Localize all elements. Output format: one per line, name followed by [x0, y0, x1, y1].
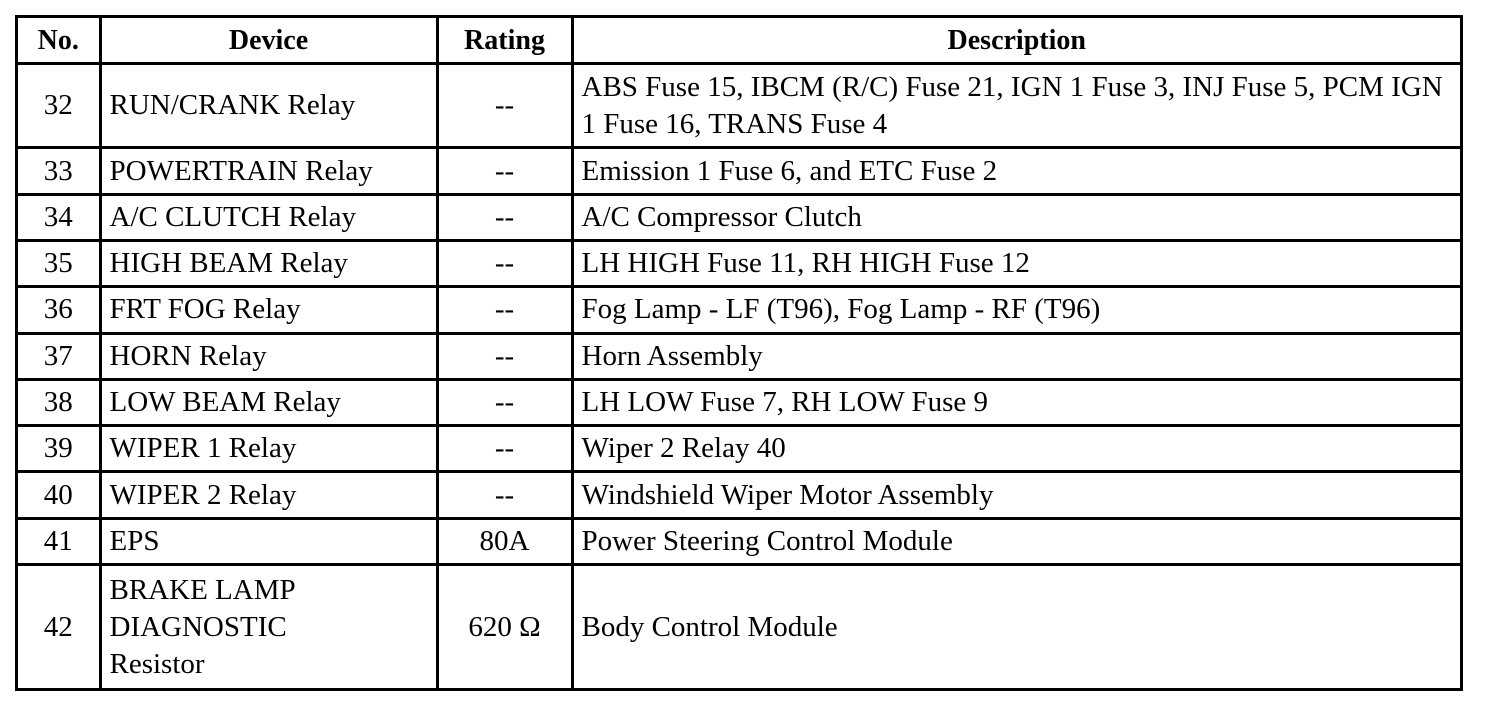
table-row — [18, 287, 1460, 333]
cell-rating: 620 Ω — [437, 565, 572, 688]
cell-description: Body Control Module — [572, 565, 1460, 688]
cell-description: ABS Fuse 15, IBCM (R/C) Fuse 21, IGN 1 Fuse 3, INJ Fuse 5, PCM IGN 1 Fuse 16, TRANS Fuse 4 — [572, 64, 1460, 148]
cell-device: HIGH BEAM Relay — [100, 240, 437, 286]
cell-device: RUN/CRANK Relay — [100, 64, 437, 148]
cell-description: LH LOW Fuse 7, RH LOW Fuse 9 — [572, 379, 1460, 425]
cell-rating: -- — [437, 472, 572, 518]
cell-device: WIPER 1 Relay — [100, 426, 437, 472]
cell-rating: -- — [437, 194, 572, 240]
table-row — [18, 518, 1460, 564]
table-row — [18, 194, 1460, 240]
cell-no: 32 — [18, 64, 100, 148]
header-no: No. — [18, 18, 100, 64]
cell-rating: -- — [437, 64, 572, 148]
cell-description: Emission 1 Fuse 6, and ETC Fuse 2 — [572, 148, 1460, 194]
cell-device: LOW BEAM Relay — [100, 379, 437, 425]
cell-no: 33 — [18, 148, 100, 194]
header-description: Description — [572, 18, 1460, 64]
table-row — [18, 472, 1460, 518]
cell-no: 37 — [18, 333, 100, 379]
table-row — [18, 240, 1460, 286]
table-body — [18, 64, 1460, 689]
cell-rating: -- — [437, 426, 572, 472]
header-rating: Rating — [437, 18, 572, 64]
cell-no: 39 — [18, 426, 100, 472]
cell-description: LH HIGH Fuse 11, RH HIGH Fuse 12 — [572, 240, 1460, 286]
cell-description: Wiper 2 Relay 40 — [572, 426, 1460, 472]
cell-rating: -- — [437, 333, 572, 379]
table-header-row — [18, 18, 1460, 64]
table-row — [18, 333, 1460, 379]
cell-device: BRAKE LAMP DIAGNOSTIC Resistor — [100, 565, 437, 688]
cell-no: 35 — [18, 240, 100, 286]
cell-rating: -- — [437, 379, 572, 425]
cell-device: WIPER 2 Relay — [100, 472, 437, 518]
cell-rating: -- — [437, 287, 572, 333]
cell-device: FRT FOG Relay — [100, 287, 437, 333]
cell-description: Horn Assembly — [572, 333, 1460, 379]
table-row — [18, 565, 1460, 688]
header-device: Device — [100, 18, 437, 64]
cell-no: 42 — [18, 565, 100, 688]
cell-no: 41 — [18, 518, 100, 564]
cell-rating: -- — [437, 148, 572, 194]
cell-device: POWERTRAIN Relay — [100, 148, 437, 194]
cell-rating: -- — [437, 240, 572, 286]
cell-no: 38 — [18, 379, 100, 425]
cell-device: A/C CLUTCH Relay — [100, 194, 437, 240]
table-row — [18, 426, 1460, 472]
fuse-relay-table — [18, 18, 1460, 688]
cell-description: A/C Compressor Clutch — [572, 194, 1460, 240]
cell-no: 36 — [18, 287, 100, 333]
cell-description: Power Steering Control Module — [572, 518, 1460, 564]
cell-device: EPS — [100, 518, 437, 564]
cell-rating: 80A — [437, 518, 572, 564]
table-row — [18, 148, 1460, 194]
cell-device: HORN Relay — [100, 333, 437, 379]
cell-description: Windshield Wiper Motor Assembly — [572, 472, 1460, 518]
table-row — [18, 379, 1460, 425]
cell-no: 40 — [18, 472, 100, 518]
fuse-relay-table-container — [15, 15, 1463, 691]
table-row — [18, 64, 1460, 148]
cell-description: Fog Lamp - LF (T96), Fog Lamp - RF (T96) — [572, 287, 1460, 333]
cell-no: 34 — [18, 194, 100, 240]
